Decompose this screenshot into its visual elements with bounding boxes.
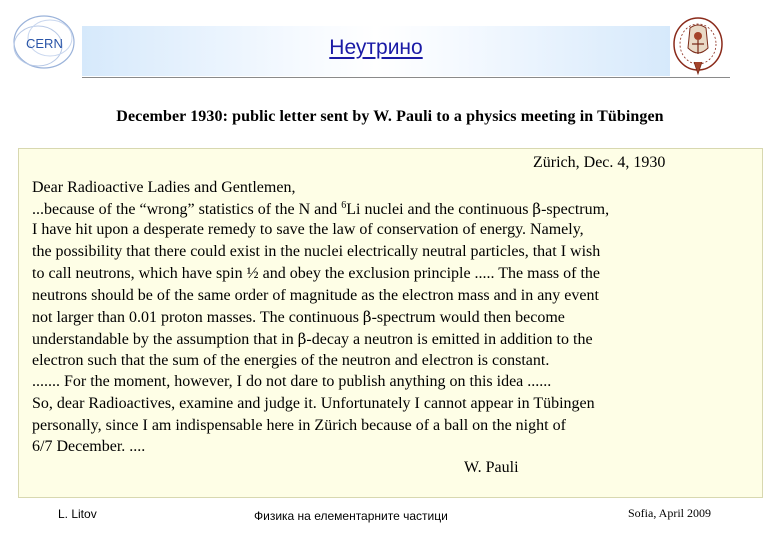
university-seal-logo [668, 14, 728, 80]
letter-line: neutrons should be of the same order of magnitude as the electron mass and in any event [32, 287, 599, 304]
letter-line: not larger than 0.01 proton masses. The continuous β-spectrum would then become [32, 308, 565, 326]
footer-place-date: Sofia, April 2009 [628, 506, 711, 520]
beta-symbol: β [362, 308, 372, 326]
beta-symbol: β [297, 330, 307, 348]
letter-line: to call neutrons, which have spin ½ and obey the exclusion principle ..... The mass of the [32, 265, 601, 282]
letter-line: 6/7 December. .... [32, 438, 146, 455]
letter-line: personally, since I am indispensable here in Zürich because of a ball on the night of [32, 417, 566, 434]
header-divider [82, 77, 730, 78]
slide-subtitle: December 1930: public letter sent by W. Pauli to a physics meeting in Tübingen [116, 108, 664, 125]
footer-author: L. Litov [58, 507, 97, 521]
beta-symbol: β [532, 200, 542, 218]
letter-line: understandable by the assumption that in β-decay a neutron is emitted in addition to the [32, 330, 593, 348]
letter-line: electron such that the sum of the energies of the neutron and electron is constant. [32, 352, 550, 369]
letter-line: So, dear Radioactives, examine and judge it. Unfortunately I cannot appear in Tübingen [32, 395, 595, 412]
superscript: 6 [341, 200, 347, 211]
cern-logo [10, 12, 82, 74]
letter-line: Dear Radioactive Ladies and Gentlemen, [32, 179, 296, 196]
letter-line: I have hit upon a desperate remedy to save the law of conservation of energy. Namely, [32, 221, 584, 238]
letter-signature: W. Pauli [464, 459, 519, 476]
letter-line: ...because of the “wrong” statistics of the N and $^6$Li nuclei and the continuous β-spectrum, [32, 200, 610, 218]
slide-title: Неутрино [329, 36, 423, 59]
letter-date: Zürich, Dec. 4, 1930 [533, 154, 666, 171]
footer-course: Физика на елементарните частици [254, 509, 448, 523]
letter-line: ....... For the moment, however, I do not dare to publish anything on this idea ...... [32, 373, 552, 390]
letter-line: the possibility that there could exist in the nuclei electrically neutral particles, that I wish [32, 243, 601, 260]
cern-logo-text: CERN [26, 36, 63, 51]
